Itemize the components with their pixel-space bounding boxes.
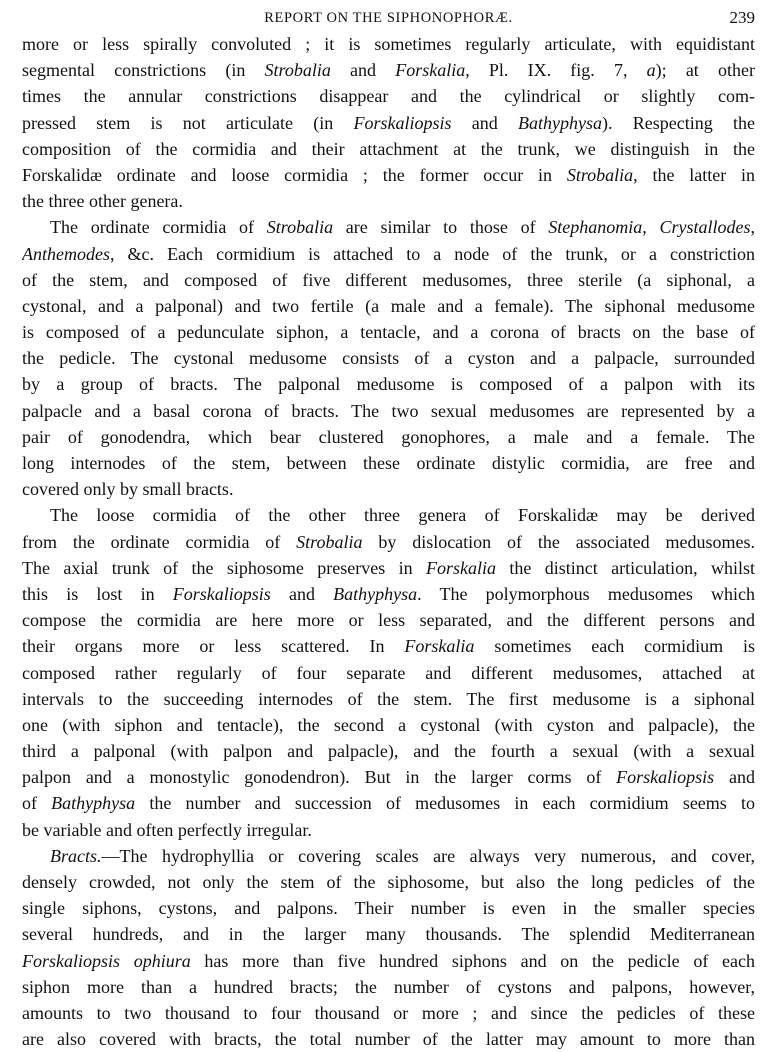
text-line xyxy=(22,241,755,267)
text-line xyxy=(22,581,755,607)
text-line xyxy=(22,633,755,659)
italic-term: Forskaliopsis xyxy=(172,583,271,604)
text-line xyxy=(22,110,755,136)
text-run: palpon and a monostylic gonodendron). But in the larger corms of xyxy=(22,767,617,788)
text-line xyxy=(22,502,755,528)
text-line xyxy=(22,1000,755,1026)
text-run: more or less spirally convoluted ; it is sometimes regularly articulate, with equidistant xyxy=(22,34,755,54)
text-run: the number and succession of medusomes in each cormidium seems to xyxy=(135,793,755,814)
text-run: sometimes each cormidium is xyxy=(474,636,755,657)
text-line xyxy=(22,398,755,424)
text-line xyxy=(22,921,755,947)
page-number: 239 xyxy=(729,8,755,27)
text-line xyxy=(22,974,755,1000)
italic-term: Forskaliopsis xyxy=(353,112,452,133)
text-run: their organs more or less scattered. In xyxy=(22,636,405,657)
text-run: palpacle and a basal corona of bracts. The two sexual medusomes are represented by a xyxy=(22,400,755,421)
text-line xyxy=(22,293,755,319)
text-run: The loose cormidia of the other three genera of Forskalidæ may be derived xyxy=(50,505,755,526)
text-run: by a group of bracts. The palponal medusome is composed of a palpon with its xyxy=(22,374,755,395)
text-line xyxy=(22,712,755,738)
text-run: segmental constrictions (in xyxy=(22,60,265,81)
text-run: pressed stem is not articulate (in xyxy=(22,112,354,133)
italic-term: Forskalia xyxy=(426,557,496,578)
text-run: , xyxy=(642,217,660,238)
paragraph xyxy=(22,843,755,1052)
text-run: siphon more than a hundred bracts; the number of cystons and palpons, however, xyxy=(22,976,755,997)
italic-term: Strobalia xyxy=(566,164,634,185)
text-run: pair of gonodendra, which bear clustered gonophores, a male and a female. The xyxy=(22,426,755,447)
text-run: one (with siphon and tentacle), the second a cystonal (with cyston and palpacle), the xyxy=(22,714,755,735)
text-line xyxy=(22,345,755,371)
text-run: and xyxy=(330,60,396,81)
text-line xyxy=(22,817,755,843)
text-run: are also covered with bracts, the total number of the latter may amount to more than xyxy=(22,1029,755,1050)
text-run: third a palponal (with palpon and palpacle), and the fourth a sexual (with a sexual xyxy=(22,741,755,762)
text-line xyxy=(22,188,755,214)
italic-term: Strobalia xyxy=(266,217,334,238)
text-run: intervals to the succeeding internodes of the stem. The first medusome is a siphonal xyxy=(22,688,755,709)
text-line xyxy=(22,607,755,633)
text-run: cystonal, and a palponal) and two fertile (a male and a female). The siphonal medusome xyxy=(22,295,755,316)
italic-term: Forskaliopsis ophiura xyxy=(22,950,191,971)
text-run: compose the cormidia are here more or less separated, and the different persons and xyxy=(22,610,755,631)
text-run: long internodes of the stem, between these ordinate distylic cormidia, are free and xyxy=(22,453,755,473)
text-line xyxy=(22,948,755,974)
text-run: be variable and often perfectly irregular. xyxy=(22,819,312,840)
text-line xyxy=(22,895,755,921)
text-run: by dislocation of the associated medusomes. xyxy=(362,531,755,552)
text-run: , the latter in xyxy=(633,164,755,185)
text-run: amounts to two thousand to four thousand or more ; and since the pedicles of these xyxy=(22,1002,755,1023)
italic-term: Crystallodes xyxy=(659,217,751,238)
text-line xyxy=(22,136,755,162)
text-run: are similar to those of xyxy=(333,217,549,238)
italic-term: Strobalia xyxy=(296,531,363,552)
italic-term: Forskalia xyxy=(404,636,475,657)
text-run: densely crowded, not only the stem of the siphosome, but also the long pedicles of the xyxy=(22,872,755,892)
text-line xyxy=(22,267,755,293)
text-line xyxy=(22,57,755,83)
text-run: of xyxy=(22,793,52,814)
paragraph xyxy=(22,214,755,502)
text-line xyxy=(22,476,755,502)
paragraph xyxy=(22,31,755,214)
body-text xyxy=(22,31,755,1052)
italic-term: Bathyphysa xyxy=(518,112,603,133)
text-line xyxy=(22,83,755,109)
text-run: this is lost in xyxy=(22,583,173,604)
text-line xyxy=(22,214,755,240)
text-line xyxy=(22,843,755,869)
text-run: is composed of a pedunculate siphon, a tentacle, and a corona of bracts on the base of xyxy=(22,322,755,343)
text-run: has more than five hundred siphons and on the pedicle of each xyxy=(190,950,755,971)
text-line xyxy=(22,1026,755,1052)
text-line xyxy=(22,450,755,476)
text-run: single siphons, cystons, and palpons. Their number is even in the smaller species xyxy=(22,898,755,919)
text-run: from the ordinate cormidia of xyxy=(22,531,297,552)
paragraph xyxy=(22,502,755,842)
text-line xyxy=(22,424,755,450)
text-line xyxy=(22,790,755,816)
italic-term: Anthemodes xyxy=(22,243,110,264)
text-run: Forskalidæ ordinate and loose cormidia ; the former occur in xyxy=(22,164,567,185)
text-run: times the annular constrictions disappear and the cylindrical or slightly com- xyxy=(22,86,755,107)
text-run: the distinct articulation, whilst xyxy=(496,557,755,578)
text-run: and xyxy=(451,112,519,133)
text-line xyxy=(22,31,755,57)
text-run: the pedicle. The cystonal medusome consists of a cyston and a palpacle, surrounded xyxy=(22,348,755,369)
text-line xyxy=(22,869,755,895)
text-line xyxy=(22,371,755,397)
page-header xyxy=(22,8,755,30)
italic-term: a xyxy=(646,60,656,81)
italic-term: Forskalia xyxy=(395,60,466,81)
text-run: The ordinate cormidia of xyxy=(50,217,267,238)
text-line xyxy=(22,162,755,188)
text-run: , Pl. IX. fig. 7, xyxy=(465,60,647,81)
text-run: several hundreds, and in the larger many thousands. The splendid Mediterranean xyxy=(22,924,755,945)
text-run: and xyxy=(714,767,755,788)
text-line xyxy=(22,738,755,764)
text-run: and xyxy=(270,583,334,604)
text-run: ). Respecting the xyxy=(602,112,755,133)
text-run: , xyxy=(750,217,755,238)
text-run: , &c. Each cormidium is attached to a node of the trunk, or a constriction xyxy=(109,243,755,264)
running-title: REPORT ON THE SIPHONOPHORÆ. xyxy=(264,10,513,26)
text-run: composed rather regularly of four separate and different medusomes, attached at xyxy=(22,662,755,683)
italic-term: Strobalia xyxy=(264,60,331,81)
text-line xyxy=(22,319,755,345)
text-line xyxy=(22,660,755,686)
text-run: covered only by small bracts. xyxy=(22,479,234,500)
text-run: The axial trunk of the siphosome preserves in xyxy=(22,557,426,578)
text-run: of the stem, and composed of five different medusomes, three sterile (a siphonal, a xyxy=(22,269,755,290)
italic-term: Forskaliopsis xyxy=(616,767,715,788)
text-run: ); at other xyxy=(655,60,755,81)
text-line xyxy=(22,764,755,790)
italic-term: Bathyphysa xyxy=(333,583,418,604)
text-run: . The polymorphous medusomes which xyxy=(417,583,755,604)
text-run: composition of the cormidia and their attachment at the trunk, we distinguish in the xyxy=(22,138,755,159)
text-line xyxy=(22,686,755,712)
italic-term: Bathyphysa xyxy=(51,793,136,814)
italic-term: Bracts. xyxy=(50,845,102,866)
text-line xyxy=(22,529,755,555)
text-run: —The hydrophyllia or covering scales are always very numerous, and cover, xyxy=(101,845,755,866)
text-run: the three other genera. xyxy=(22,191,183,212)
text-line xyxy=(22,555,755,581)
italic-term: Stephanomia xyxy=(548,217,643,238)
